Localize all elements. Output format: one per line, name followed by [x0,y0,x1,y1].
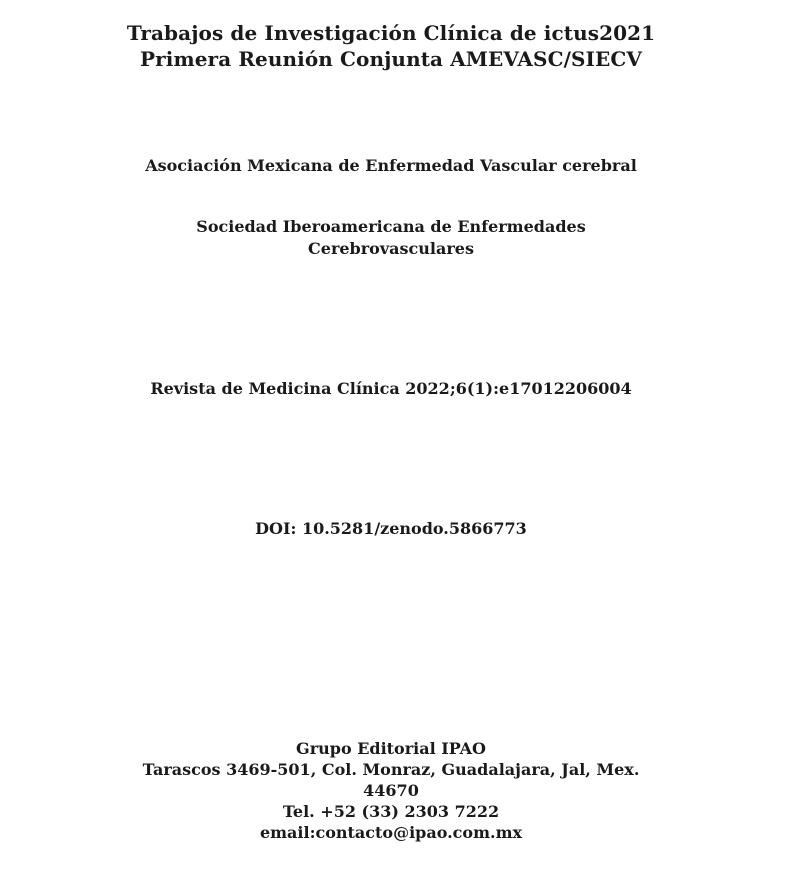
organization-siecv-line-2: Cerebrovasculares [308,239,474,258]
journal-citation [0,378,782,400]
publisher-email: email:contacto@ipao.com.mx [259,823,523,842]
publisher-postal-code: 44670 [363,781,419,800]
publisher-name: Grupo Editorial IPAO [296,739,486,758]
organization-amevasc-name: Asociación Mexicana de Enfermedad Vascular cerebral [145,156,637,175]
doi [0,518,782,540]
publisher-phone: Tel. +52 (33) 2303 7222 [282,802,500,821]
publisher-info [0,738,782,843]
journal-citation-text: Revista de Medicina Clínica 2022;6(1):e17012206004 [150,379,632,398]
organization-amevasc [0,155,782,177]
doi-text: DOI: 10.5281/zenodo.5866773 [255,519,527,538]
document-title [0,20,782,72]
title-line-1: Trabajos de Investigación Clínica de ictus2021 [126,21,656,45]
organization-siecv [0,216,782,260]
publisher-address: Tarascos 3469-501, Col. Monraz, Guadalajara, Jal, Mex. [142,760,640,779]
title-line-2: Primera Reunión Conjunta AMEVASC/SIECV [140,47,642,71]
organization-siecv-line-1: Sociedad Iberoamericana de Enfermedades [196,217,586,236]
